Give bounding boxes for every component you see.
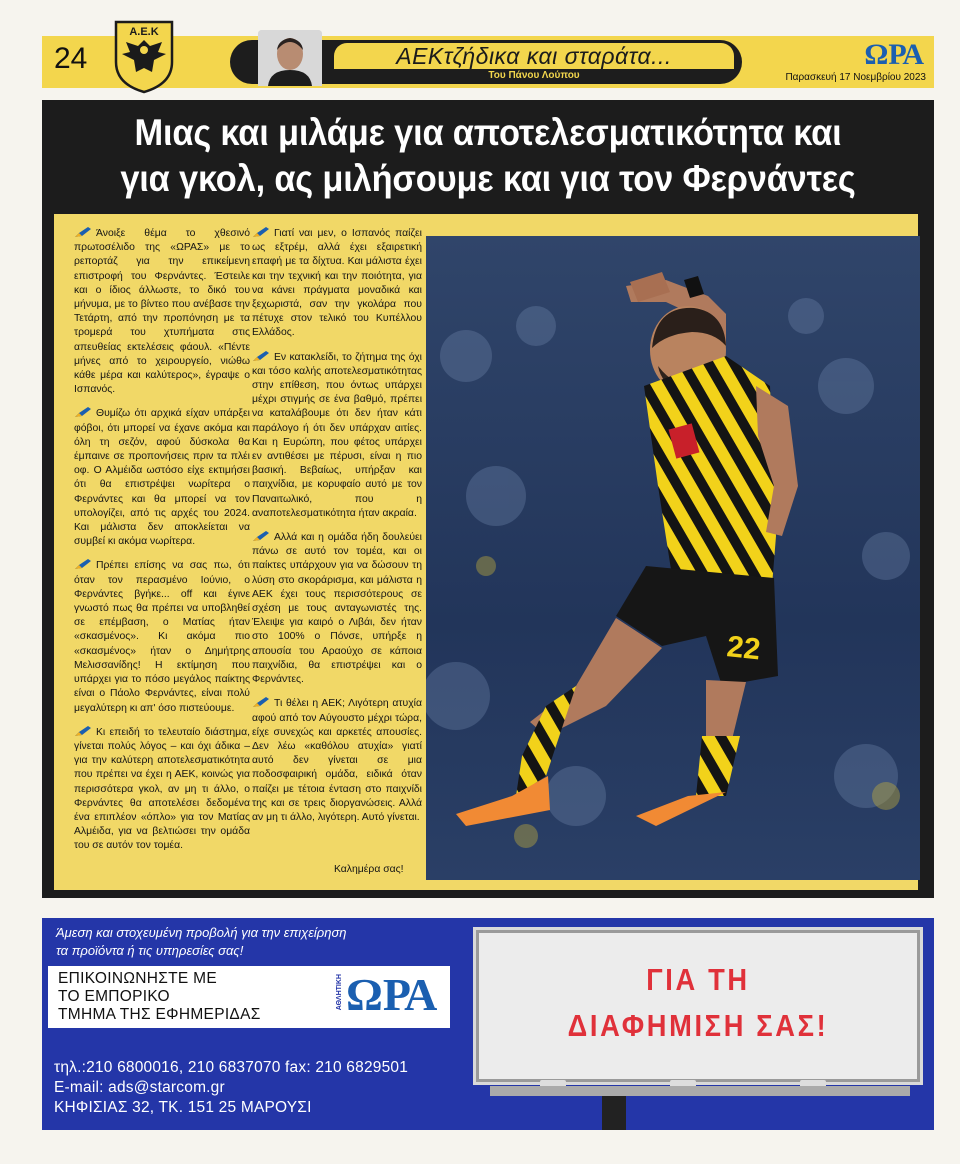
ad-logo-label: ΑΘΛΗΤΙΚΗ [336, 974, 343, 1011]
paragraph: Κι επειδή το τελευταίο διάστημα, γίνεται πολύς λόγος – και όχι άδικα – για την καλύτερη αποτελεσματικότητα που πρέπει να έχει η ΑΕΚ, κοινώς για περισσότερα γκολ, αν μη τι άλλο, ο Φερνάντες θα αποτελέσει δεδομένα ένα επιπλέον «όπλο» για τον Ματίας Αλμέιδα, για να βελτιώσει την ομάδα του σε αυτόν τον τομέα. [74, 726, 250, 852]
paragraph: Θυμίζω ότι αρχικά είχαν υπάρξει φόβοι, ότι μπορεί να έχανε ακόμα και όλη τη σεζόν, αφού δύσκολα θα έμπαινε σε προπονήσεις πριν τα πλέι οφ. Ο Αλμέιδα ωστόσο είχε εκτιμήσει ότι θα επιστρέψει νωρίτερα ο Φερνάντες και θα μπορεί να τον υπολογίζει, από τις αρχές του 2024. Και μάλιστα δεν αποκλείεται να συμβεί κι ακόμα νωρίτερα. [74, 408, 250, 548]
billboard [476, 930, 920, 1082]
paragraph: Άνοιξε θέμα το χθεσινό πρωτοσέλιδο της «ΩΡΑΣ» με το ρεπορτάζ για την επικείμενη επιστροφή του Φερνάντες. Έστειλε και ο ίδιος άλλωστε, το δικό του μήνυμα, με το βίντεο που ανέβασε την Τετάρτη, από την προπόνηση με τα τρομερά του χτυπήματα στις απευθείας εκτελέσεις φάουλ. «Πέντε μήνες από το χειρουργείο, νιώθω κάθε μέρα και καλύτερος», έγραψε ο Ισπανός. [74, 228, 250, 396]
pen-icon [252, 696, 270, 708]
article-column-2 [252, 226, 422, 834]
paragraph: Τι θέλει η ΑΕΚ; Λιγότερη ατυχία αφού από τον Αύγουστο μέχρι τώρα, είχε συνεχώς και αρκετές απουσίες. Δεν λέω «καθόλου ατυχία» γιατί αυτό δεν γίνεται σε μια ποδοσφαιρική ομάδα, ειδικά όταν παίζει με τέτοια ένταση στο παιχνίδι της και σε τρεις διοργανώσεις. Αλλά αν μη τι άλλο, λιγότερη. Αυτό γίνεται. [252, 698, 422, 823]
page-number: 24 [54, 42, 88, 75]
paragraph: Αλλά και η ομάδα ήδη δουλεύει πάνω σε αυτό τον τομέα, και οι παίκτες υπάρχουν για να δώσουν τη λύση στο σκοράρισμα, και μάλιστα η ΑΕΚ έχει τους περισσότερους σε σχέση με τους ανταγωνιστές της. Έλειψε για καιρό ο Λιβάι, δεν ήταν στο 100% ο Πόνσε, υπήρξε η απουσία του Αραούχο σε κάποια παιχνίδια, θα επιστρέψει και ο Φερνάντες. [252, 532, 422, 686]
column-title: ΑΕΚτζήδικα και σταράτα... [334, 43, 734, 69]
aek-crest-icon [112, 18, 176, 94]
pen-icon [252, 350, 270, 362]
newspaper-logo: ΩΡΑ [864, 38, 924, 71]
ad-contact-details [54, 1058, 408, 1118]
article-headline [73, 100, 903, 202]
advertisement [42, 918, 934, 1130]
paragraph: Εν κατακλείδι, το ζήτημα της όχι και τόσο καλής αποτελεσματικότητας στην επίθεση, που όντως υπάρχει μέχρι στιγμής σε ένα βαθμό, πρέπει να καταλάβουμε ότι δεν ήταν κάτι παράλογο ή ότι δεν υπάρχαν αιτίες. Και η Ευρώπη, που φέτος υπάρχει εν αντιθέσει με πέρυσι, είναι η πιο βασική. Βεβαίως, υπήρξαν και παιχνίδια, με κορυφαίο αυτό με τον Παναιτωλικό, που η αναποτελεσματικότητα ήταν ακραία. [252, 351, 422, 519]
player-shirt-number: 22 [725, 630, 762, 667]
paragraph: Πρέπει επίσης να σας πω, ότι όταν τον περασμένο Ιούνιο, ο Φερνάντες βγήκε... off και έγινε γνωστό πως θα πρέπει να υποβληθεί σε επέμβαση, ο Ματίας ήταν «σκασμένος». Κι ακόμα πιο «σκασμένος» ήταν ο Δημήτρης Μελισσανίδης! Η εκτίμηση που υπάρχει για το πόσο μεγάλος παίκτης είναι ο Πάολο Φερνάντες, είναι πολύ μεγαλύτερη κι απ' όσο πιστεύουμε. [74, 560, 250, 714]
pen-icon [74, 406, 92, 418]
column-author: Του Πάνου Λούπου [488, 70, 580, 81]
pen-icon [252, 226, 270, 238]
billboard-text: ΓΙΑ ΤΗ ΔΙΑΦΗΜΙΣΗ ΣΑΣ! [567, 962, 829, 1043]
page-header [42, 26, 934, 88]
issue-date: Παρασκευή 17 Νοεμβρίου 2023 [785, 72, 926, 83]
ad-email: E-mail: ads@starcom.gr [54, 1079, 225, 1096]
article-body [54, 214, 918, 890]
pen-icon [74, 725, 92, 737]
pen-icon [252, 530, 270, 542]
ad-contact-text: ΕΠΙΚΟΙΝΩΝΗΣΤΕ ΜΕ ΤΟ ΕΜΠΟΡΙΚΟ ΤΜΗΜΑ ΤΗΣ ΕΦΗΜΕΡΙΔΑΣ [58, 970, 261, 1023]
headline-line-1: Μιας και μιλάμε για αποτελεσματικότητα και [134, 112, 842, 153]
ad-address: ΚΗΦΙΣΙΑΣ 32, ΤΚ. 151 25 ΜΑΡΟΥΣΙ [54, 1099, 312, 1116]
column-banner [230, 40, 742, 84]
article-panel [42, 210, 934, 898]
billboard-base [490, 1086, 910, 1096]
pen-icon [74, 558, 92, 570]
ad-phone: τηλ.:210 6800016, 210 6837070 fax: 210 6829501 [54, 1059, 409, 1076]
article-column-1 [74, 226, 250, 863]
billboard-post [602, 1096, 626, 1130]
player-photo [426, 236, 920, 880]
svg-text:Α.Ε.Κ: Α.Ε.Κ [129, 26, 159, 38]
author-avatar [258, 30, 322, 86]
pen-icon [74, 226, 92, 238]
ad-tagline: Άμεση και στοχευμένη προβολή για την επιχείρηση τα προϊόντα ή τις υπηρεσίες σας! [56, 925, 347, 958]
paragraph: Γιατί ναι μεν, ο Ισπανός παίζει ως εξτρέμ, αλλά έχει εξαιρετική επαφή με τα δίχτυα. Και μάλιστα έχει και την τεχνική και την ποιότητα, για να κάνει πράγματα μοναδικά και ξεχωριστά, σαν την γκολάρα που πέτυχε στον τελικό του Κυπέλλου Ελλάδος. [252, 228, 422, 339]
ad-logo: ΩΡΑ [346, 969, 438, 1020]
article-signoff: Καλημέρα σας! [334, 864, 404, 875]
ad-contact-box [48, 966, 450, 1028]
headline-band [42, 100, 934, 210]
headline-line-2: για γκολ, ας μιλήσουμε και για τον Φερνάντες [120, 158, 856, 199]
